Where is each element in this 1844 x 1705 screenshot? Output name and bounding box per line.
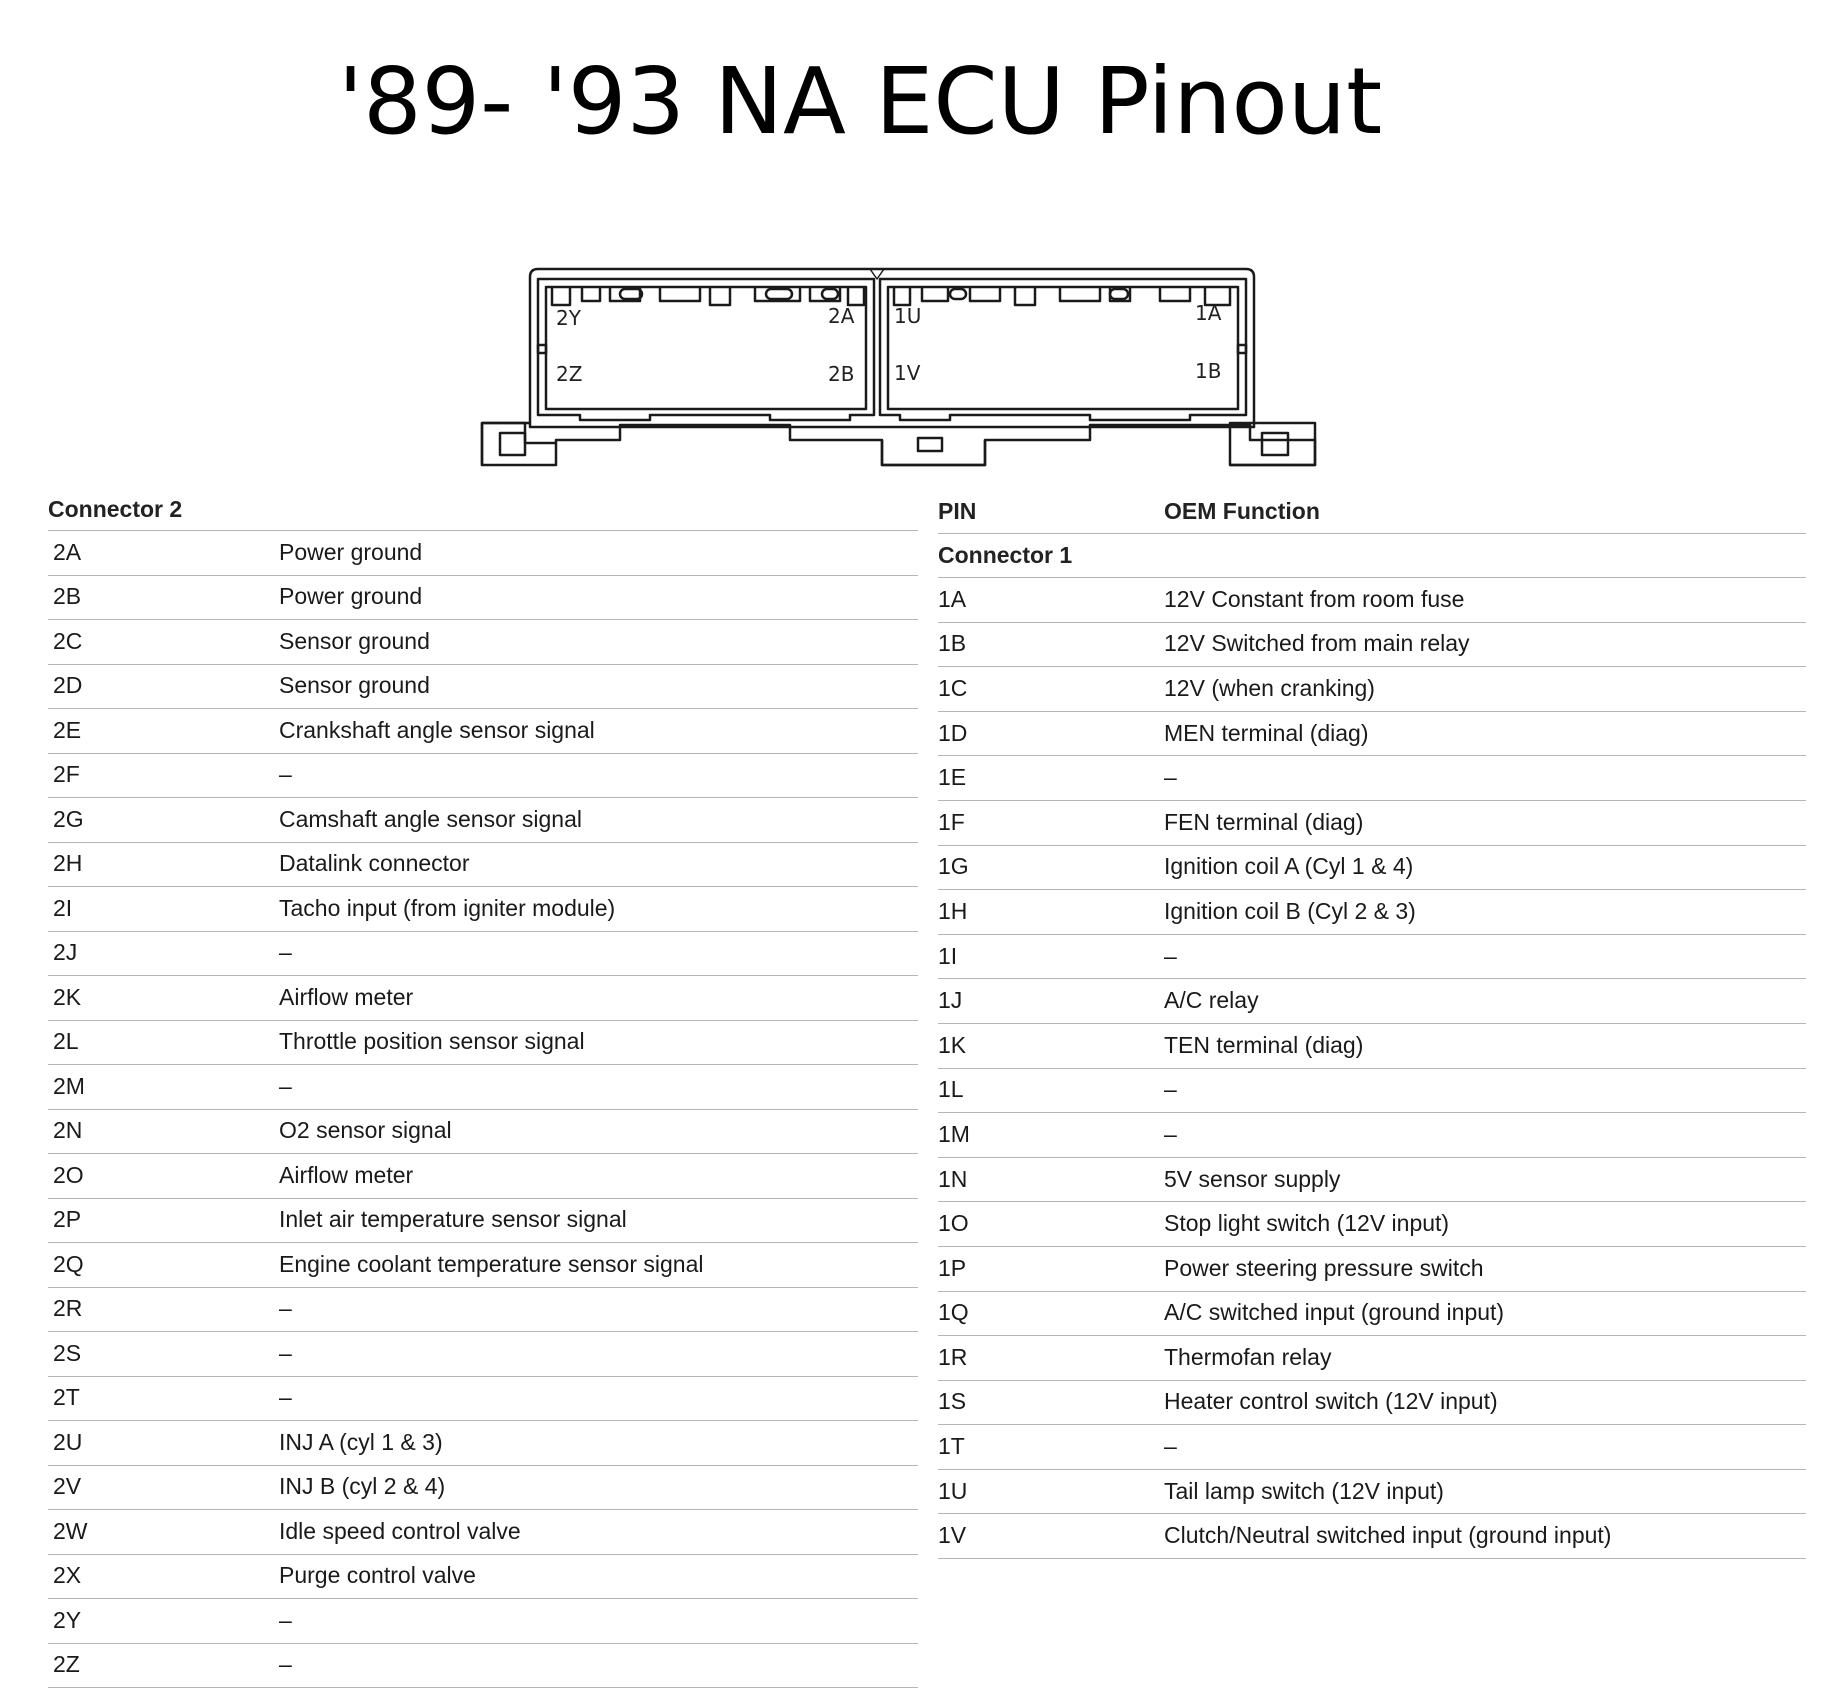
pin-cell: 2R	[53, 1295, 83, 1322]
connector-2-header-row	[48, 490, 918, 531]
pin-cell: 2P	[53, 1206, 82, 1233]
table-row	[938, 1514, 1806, 1559]
pin-cell: 2T	[53, 1384, 80, 1411]
function-cell: –	[279, 1384, 292, 1411]
pin-cell: 1P	[938, 1254, 967, 1281]
pin-cell: 1A	[938, 585, 967, 612]
pin-cell: 1N	[938, 1165, 968, 1192]
function-cell: Ignition coil A (Cyl 1 & 4)	[1164, 853, 1414, 880]
function-cell: Airflow meter	[279, 1161, 414, 1188]
function-cell: –	[279, 1339, 292, 1366]
table-row	[48, 843, 918, 888]
table-row	[938, 1247, 1806, 1292]
table-row	[48, 1421, 918, 1466]
connector-1-header: Connector 1	[938, 541, 1073, 568]
table-row	[48, 1154, 918, 1199]
function-cell: –	[1164, 764, 1177, 791]
diagram-label-2a: 2A	[828, 304, 855, 328]
table-row	[938, 1470, 1806, 1515]
pin-cell: 1S	[938, 1388, 967, 1415]
function-cell: Power steering pressure switch	[1164, 1254, 1484, 1281]
table-row	[938, 979, 1806, 1024]
table-row	[48, 976, 918, 1021]
table-row	[48, 1110, 918, 1155]
pin-cell: 1C	[938, 674, 968, 701]
pin-cell: 1I	[938, 942, 958, 969]
table-row	[48, 665, 918, 710]
table-row	[938, 712, 1806, 757]
pin-cell: 2U	[53, 1428, 83, 1455]
function-cell: INJ A (cyl 1 & 3)	[279, 1428, 443, 1455]
table-row	[938, 890, 1806, 935]
table-row	[48, 798, 918, 843]
page-title: '89- '93 NA ECU Pinout	[337, 48, 1383, 155]
table-row	[938, 756, 1806, 801]
connector-outer-shell	[530, 269, 1254, 427]
pin-cell: 1Q	[938, 1299, 969, 1326]
pin-cell: 2Q	[53, 1250, 84, 1277]
diagram-label-1u: 1U	[894, 304, 922, 328]
table-row	[48, 1510, 918, 1555]
pin-cell: 1T	[938, 1433, 965, 1460]
pin-cell: 2E	[53, 716, 82, 743]
function-cell: –	[279, 1072, 292, 1099]
function-cell: 12V (when cranking)	[1164, 674, 1375, 701]
function-cell: Thermofan relay	[1164, 1343, 1332, 1370]
pin-cell: 1G	[938, 853, 969, 880]
function-cell: –	[279, 761, 292, 788]
pin-cell: 2I	[53, 894, 73, 921]
function-cell: TEN terminal (diag)	[1164, 1031, 1364, 1058]
function-cell: Idle speed control valve	[279, 1517, 521, 1544]
diagram-label-1v: 1V	[894, 361, 921, 385]
table-row	[938, 1336, 1806, 1381]
function-cell: A/C relay	[1164, 987, 1259, 1014]
pin-cell: 2L	[53, 1028, 79, 1055]
pin-cell: 1R	[938, 1343, 968, 1370]
pin-cell: 1M	[938, 1120, 970, 1147]
pin-cell: 2M	[53, 1072, 85, 1099]
connector-housing-base	[482, 423, 1315, 465]
function-cell: O2 sensor signal	[279, 1117, 452, 1144]
function-cell: Heater control switch (12V input)	[1164, 1388, 1498, 1415]
pin-cell: 2K	[53, 983, 82, 1010]
pin-cell: 1U	[938, 1477, 968, 1504]
table-row	[938, 1113, 1806, 1158]
connector-2-block	[538, 279, 874, 420]
table-row	[48, 1599, 918, 1644]
function-cell: –	[279, 1295, 292, 1322]
pin-cell: 2D	[53, 672, 83, 699]
pin-cell: 2Y	[53, 1606, 82, 1633]
pin-cell: 1E	[938, 764, 967, 791]
pin-cell: 2X	[53, 1562, 82, 1589]
column-header-pin: PIN	[938, 497, 977, 524]
table-row	[938, 623, 1806, 668]
pin-cell: 1F	[938, 808, 965, 835]
function-cell: Stop light switch (12V input)	[1164, 1210, 1450, 1237]
table-row	[48, 1199, 918, 1244]
connector-1-block	[880, 279, 1246, 420]
pin-cell: 2G	[53, 805, 84, 832]
table-row	[48, 1332, 918, 1377]
table-row	[48, 1021, 918, 1066]
function-cell: –	[279, 939, 292, 966]
function-cell: Datalink connector	[279, 850, 470, 877]
function-cell: Purge control valve	[279, 1562, 476, 1589]
function-cell: –	[1164, 1076, 1177, 1103]
pin-cell: 1J	[938, 987, 963, 1014]
pin-cell: 1H	[938, 897, 968, 924]
column-header-function: OEM Function	[1164, 497, 1320, 524]
function-cell: Power ground	[279, 583, 423, 610]
table-row	[48, 531, 918, 576]
function-cell: 12V Constant from room fuse	[1164, 585, 1465, 612]
connector-1-header-row	[938, 534, 1806, 578]
column-header-row	[938, 490, 1806, 534]
pin-cell: 2C	[53, 627, 83, 654]
pin-cell: 2H	[53, 850, 83, 877]
function-cell: Crankshaft angle sensor signal	[279, 716, 595, 743]
table-row	[48, 1288, 918, 1333]
function-cell: Sensor ground	[279, 627, 430, 654]
function-cell: Sensor ground	[279, 672, 430, 699]
function-cell: Camshaft angle sensor signal	[279, 805, 582, 832]
table-row	[48, 1065, 918, 1110]
diagram-label-2z: 2Z	[556, 362, 583, 386]
pin-cell: 2Z	[53, 1651, 80, 1678]
function-cell: Clutch/Neutral switched input (ground input)	[1164, 1522, 1612, 1549]
diagram-label-2y: 2Y	[556, 306, 581, 330]
table-row	[938, 846, 1806, 891]
function-cell: 5V sensor supply	[1164, 1165, 1341, 1192]
table-row	[938, 1069, 1806, 1114]
connector-2-header: Connector 2	[48, 495, 183, 522]
diagram-label-1b: 1B	[1195, 359, 1222, 383]
function-cell: –	[279, 1651, 292, 1678]
table-row	[938, 578, 1806, 623]
function-cell: Tacho input (from igniter module)	[279, 894, 616, 921]
table-row	[938, 1425, 1806, 1470]
table-row	[938, 1024, 1806, 1069]
diagram-label-1a: 1A	[1195, 301, 1222, 325]
table-row	[938, 1292, 1806, 1337]
table-row	[938, 667, 1806, 712]
table-row	[48, 1555, 918, 1600]
function-cell: Power ground	[279, 538, 423, 565]
table-row	[938, 1202, 1806, 1247]
pin-cell: 1V	[938, 1522, 967, 1549]
function-cell: MEN terminal (diag)	[1164, 719, 1369, 746]
function-cell: Ignition coil B (Cyl 2 & 3)	[1164, 897, 1416, 924]
function-cell: –	[1164, 1433, 1177, 1460]
table-row	[48, 932, 918, 977]
function-cell: Throttle position sensor signal	[279, 1028, 585, 1055]
function-cell: Engine coolant temperature sensor signal	[279, 1250, 704, 1277]
pin-cell: 2A	[53, 538, 82, 565]
table-row	[48, 1377, 918, 1422]
table-row	[48, 1243, 918, 1288]
table-row	[48, 709, 918, 754]
pin-cell: 1K	[938, 1031, 967, 1058]
table-row	[938, 1158, 1806, 1203]
pin-cell: 2B	[53, 583, 82, 610]
function-cell: INJ B (cyl 2 & 4)	[279, 1473, 446, 1500]
function-cell: FEN terminal (diag)	[1164, 808, 1364, 835]
table-row	[48, 1644, 918, 1689]
function-cell: –	[1164, 1120, 1177, 1147]
pin-cell: 2N	[53, 1117, 83, 1144]
function-cell: –	[1164, 942, 1177, 969]
table-row	[48, 620, 918, 665]
function-cell: –	[279, 1606, 292, 1633]
table-row	[938, 1381, 1806, 1426]
function-cell: Inlet air temperature sensor signal	[279, 1206, 627, 1233]
pin-cell: 2V	[53, 1473, 82, 1500]
pin-cell: 2S	[53, 1339, 82, 1366]
table-row	[48, 576, 918, 621]
pin-cell: 1D	[938, 719, 968, 746]
pin-cell: 1L	[938, 1076, 964, 1103]
function-cell: Airflow meter	[279, 983, 414, 1010]
table-row	[48, 754, 918, 799]
pin-cell: 2F	[53, 761, 80, 788]
pin-cell: 2J	[53, 939, 78, 966]
connector-1-table	[938, 490, 1806, 1559]
connector-2-table	[48, 490, 918, 1688]
table-row	[938, 801, 1806, 846]
table-row	[48, 1466, 918, 1511]
pin-cell: 2W	[53, 1517, 88, 1544]
function-cell: Tail lamp switch (12V input)	[1164, 1477, 1444, 1504]
diagram-label-2b: 2B	[828, 362, 855, 386]
table-row	[48, 887, 918, 932]
function-cell: 12V Switched from main relay	[1164, 630, 1470, 657]
pin-cell: 1B	[938, 630, 967, 657]
ecu-connector-diagram	[470, 255, 1320, 475]
pin-cell: 1O	[938, 1210, 969, 1237]
function-cell: A/C switched input (ground input)	[1164, 1299, 1505, 1326]
table-row	[938, 935, 1806, 980]
pin-cell: 2O	[53, 1161, 84, 1188]
